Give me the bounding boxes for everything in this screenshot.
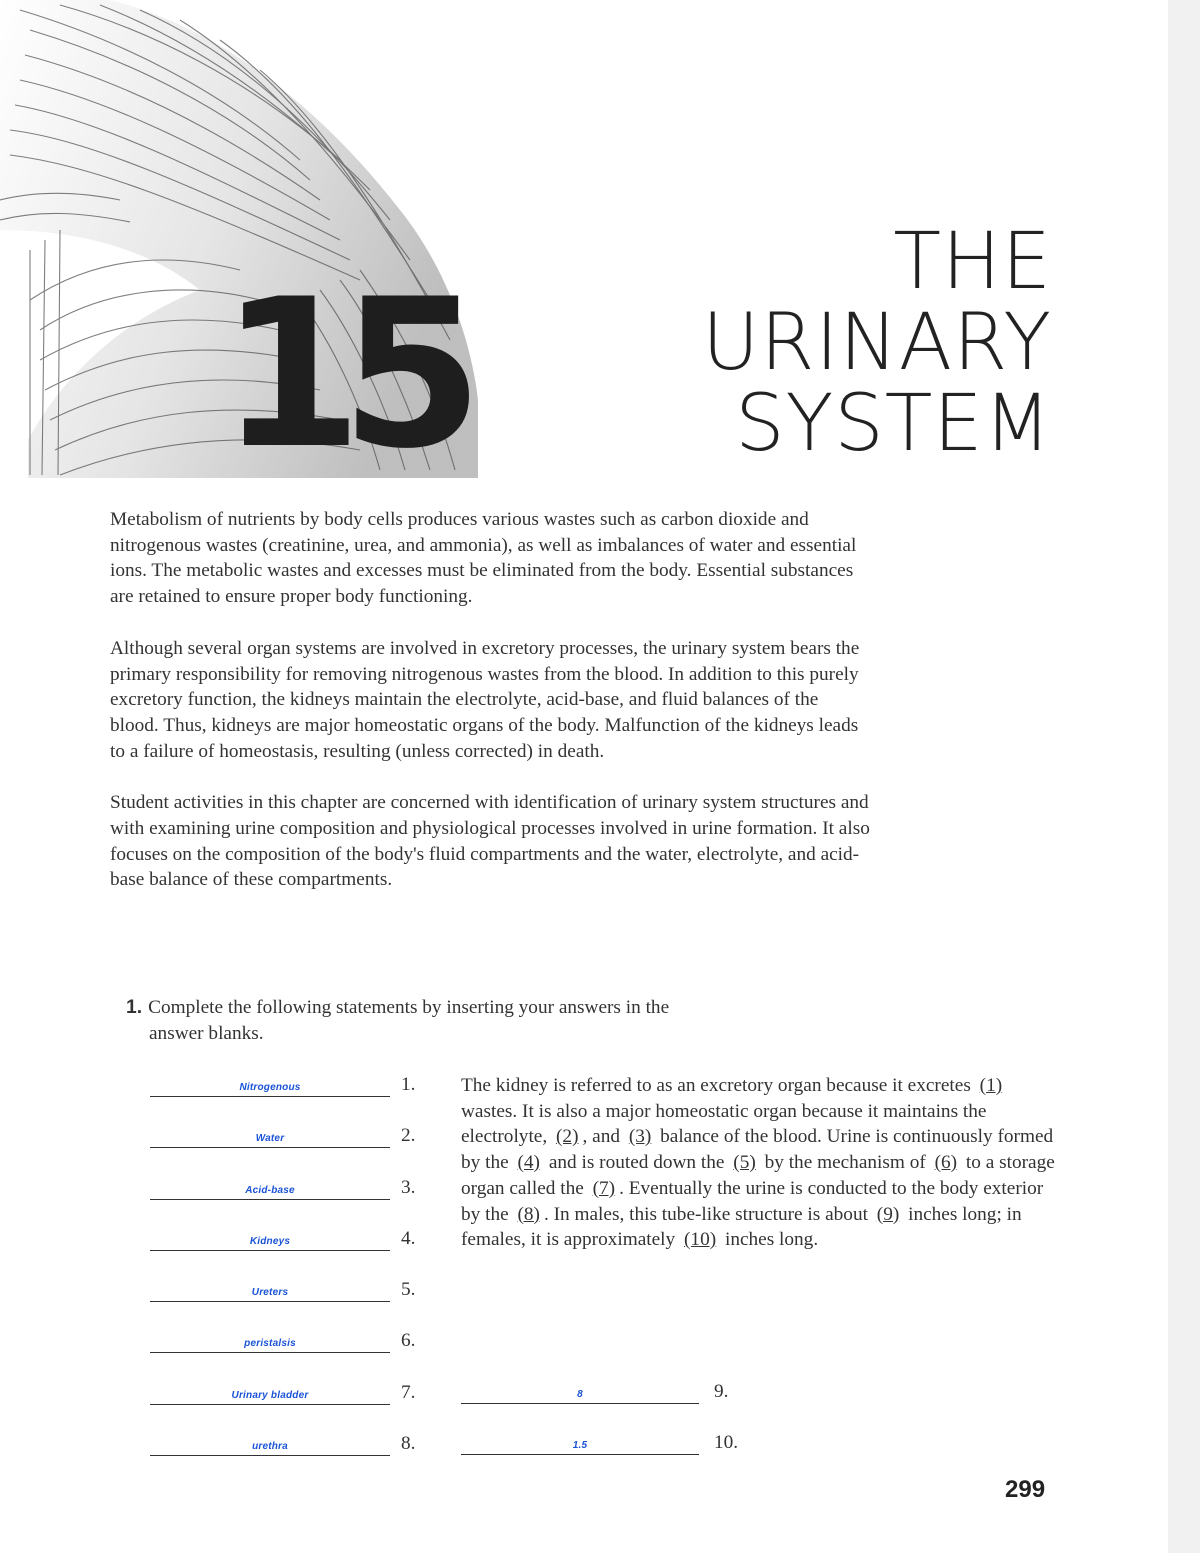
passage-text: inches long; in females, it is approximately	[461, 1203, 1022, 1251]
answer-number: 9.	[714, 1381, 729, 1402]
answer-row	[150, 1125, 450, 1176]
answer-row	[150, 1279, 450, 1330]
passage-blank-8: (8)	[517, 1203, 540, 1225]
answer-blank-2[interactable]: Water	[150, 1131, 390, 1148]
question-number: 1.	[126, 997, 143, 1018]
passage-text: wastes. It is also a major homeostatic organ because it maintains the electrolyte,	[461, 1100, 987, 1148]
passage-blank-5: (5)	[733, 1152, 756, 1174]
answer-row	[150, 1177, 450, 1228]
question-text-line-2: answer blanks.	[149, 1022, 264, 1044]
passage-text: and is routed down the	[548, 1152, 725, 1174]
answer-row	[150, 1382, 450, 1433]
answer-number: 10.	[714, 1432, 739, 1454]
chapter-title-line-2: URINARY	[702, 298, 1052, 388]
answer-number: 1.	[401, 1074, 416, 1095]
passage-blank-9: (9)	[876, 1203, 900, 1225]
page-number: 299	[1005, 1476, 1046, 1503]
passage-text: balance of the blood. Urine is continuously formed by the	[461, 1126, 1054, 1174]
answer-blank-3[interactable]: Acid-base	[150, 1183, 390, 1200]
chapter-title-line-1: THE	[893, 217, 1052, 307]
answer-blanks-column-2	[461, 1381, 761, 1484]
answer-row	[461, 1432, 761, 1483]
answer-number: 2.	[401, 1125, 416, 1147]
page-edge-shadow	[1168, 0, 1200, 1553]
answer-row	[150, 1330, 450, 1381]
passage-blank-1: (1)	[979, 1075, 1003, 1096]
chapter-number: 15	[220, 256, 462, 480]
answer-blank-1[interactable]: Nitrogenous	[150, 1080, 390, 1097]
answer-number: 7.	[401, 1381, 416, 1403]
intro-paragraph: Although several organ systems are involved in excretory processes, the urinary system bears the primary responsibility for removing nitrogenous wastes from the blood. In addition to this purely excretory function, the kidneys maintain the electrolyte, acid-base, and fluid balances of the blood. Thus, kidneys are major homeostatic organs of the body. Malfunction of the kidneys leads to a failure of homeostasis, resulting (unless corrected) in death.	[110, 637, 860, 762]
passage-text: to a storage organ called the	[461, 1152, 1055, 1199]
answer-number: 5.	[401, 1279, 416, 1301]
muscle-illustration	[0, 0, 480, 480]
passage-blank-7: (7)	[592, 1177, 616, 1199]
answer-row	[150, 1074, 450, 1125]
intro-text	[110, 507, 870, 919]
chapter-title-line-3: SYSTEM	[735, 379, 1052, 469]
intro-paragraph: Metabolism of nutrients by body cells produces various wastes such as carbon dioxide and nitrogenous wastes (creatinine, urea, and ammonia), as well as imbalances of water and essential ions. The metabolic wastes and excesses must be eliminated from the body. Essential substances are retained to ensure proper body functioning.	[110, 509, 857, 608]
passage-text: The kidney is referred to as an excretory organ because it excretes	[461, 1075, 971, 1096]
answer-number: 3.	[401, 1176, 416, 1198]
passage-blank-6: (6)	[934, 1152, 958, 1174]
answer-number: 8.	[401, 1433, 416, 1455]
passage-text: . Eventually the urine is conducted to the body exterior by the	[461, 1177, 1044, 1225]
question-text-line-1: Complete the following statements by inserting your answers in the	[148, 997, 670, 1018]
answer-blank-7[interactable]: Urinary bladder	[150, 1388, 390, 1405]
answer-blank-4[interactable]: Kidneys	[150, 1234, 390, 1251]
passage-text: . In males, this tube-like structure is about	[543, 1203, 868, 1225]
passage-text: inches long.	[724, 1229, 819, 1251]
answer-number: 4.	[401, 1227, 416, 1249]
answer-row	[461, 1381, 761, 1432]
passage-blank-2: (2)	[556, 1126, 579, 1148]
answer-row	[150, 1433, 450, 1484]
passage-blank-4: (4)	[517, 1152, 540, 1174]
fill-in-passage	[461, 1073, 1061, 1253]
answer-number: 6.	[401, 1330, 416, 1352]
passage-text: by the mechanism of	[764, 1152, 926, 1174]
question-1-prompt	[126, 995, 826, 1046]
answer-blank-9[interactable]: 8	[461, 1387, 699, 1404]
passage-text: , and	[582, 1126, 620, 1148]
passage-blank-10: (10)	[684, 1229, 717, 1251]
passage-blank-3: (3)	[628, 1126, 652, 1148]
answer-row	[150, 1228, 450, 1279]
answer-blank-10[interactable]: 1.5	[461, 1438, 699, 1455]
answer-blank-5[interactable]: Ureters	[150, 1285, 390, 1302]
answer-blank-8[interactable]: urethra	[150, 1439, 390, 1456]
chapter-banner-illustration	[0, 0, 480, 480]
answer-blank-6[interactable]: peristalsis	[150, 1336, 390, 1353]
chapter-title	[702, 217, 1052, 469]
intro-paragraph: Student activities in this chapter are concerned with identification of urinary system structures and with examining urine composition and physiological processes involved in urine formation. It also focuses on the composition of the body's fluid compartments and the water, electrolyte, and acid-base balance of these compartments.	[110, 792, 870, 891]
answer-blanks-column	[150, 1074, 450, 1484]
